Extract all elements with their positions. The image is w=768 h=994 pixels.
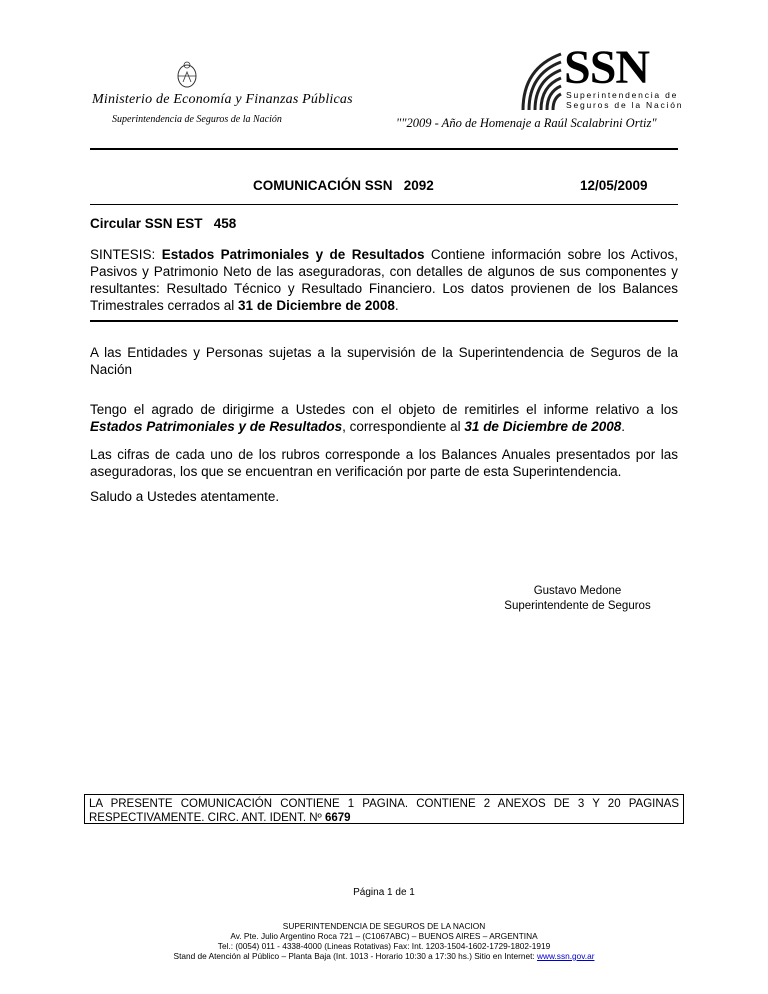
synthesis-subject: Estados Patrimoniales y de Resultados: [161, 247, 425, 262]
year-motto: ""2009 - Año de Homenaje a Raúl Scalabrini Ortiz": [396, 116, 657, 130]
body-subject: Estados Patrimoniales y de Resultados: [90, 419, 343, 434]
ministry-name: Ministerio de Economía y Finanzas Públicas: [92, 92, 353, 107]
footer-line-4: [0, 951, 768, 961]
addressee-paragraph: A las Entidades y Personas sujetas a la supervisión de la Superintendencia de Seguros de la Nación: [90, 345, 678, 377]
synthesis-label: SINTESIS:: [90, 247, 162, 262]
ssn-logo-subtitle-2: Seguros de la Nación: [566, 100, 684, 110]
body-text: .: [621, 419, 626, 434]
footer-line-4-text: Stand de Atención al Público – Planta Baja (Int. 1013 - Horario 10:30 a 17:30 hs.) Sitio en Internet:: [173, 951, 537, 961]
page-number: Página 1 de 1: [353, 887, 415, 898]
synthesis-paragraph: [90, 246, 678, 314]
ssn-logo-subtitle-1: Superintendencia de: [566, 90, 679, 100]
synthesis-text-1: Contiene información sobre los Activos, Pasivos y Patrimonio Neto de las aseguradoras, con detalles de algunos de sus componentes y resultantes: Resultado Técnico y Resultado Financiero. Los datos provienen de los Balances Trimestrales cerrados al: [90, 247, 678, 313]
footer-line-2: Av. Pte. Julio Argentino Roca 721 – (C1067ABC) – BUENOS AIRES – ARGENTINA: [230, 931, 538, 941]
body-date: 31 de Diciembre de 2008: [464, 419, 622, 434]
annex-notice-box: [84, 794, 684, 824]
footer-line-1: SUPERINTENDENCIA DE SEGUROS DE LA NACION: [282, 921, 486, 931]
synthesis-text-2: .: [394, 298, 399, 313]
body-paragraph-1: [90, 401, 678, 435]
ssn-logo-icon: [519, 48, 565, 112]
body-paragraph-3: Saludo a Ustedes atentamente.: [90, 489, 280, 504]
communication-date: 12/05/2009: [580, 178, 648, 193]
synthesis-date: 31 de Diciembre de 2008: [238, 298, 395, 313]
communication-title: COMUNICACIÓN SSN 2092: [253, 178, 434, 193]
superintendency-subtitle: Superintendencia de Seguros de la Nación: [112, 114, 282, 125]
signature-role: Superintendente de Seguros: [504, 600, 651, 612]
signature-name: Gustavo Medone: [533, 585, 622, 597]
header-divider: [90, 148, 678, 150]
ssn-logo-text: SSN: [564, 41, 650, 94]
body-paragraph-2: Las cifras de cada uno de los rubros corresponde a los Balances Anuales presentados por las aseguradoras, los que se encuentran en verificación por parte de esta Superintendencia.: [90, 447, 678, 479]
coat-of-arms-icon: [172, 60, 202, 90]
website-link[interactable]: www.ssn.gov.ar: [536, 951, 595, 961]
body-text: Tengo el agrado de dirigirme a Ustedes con el objeto de remitirles el informe relativo a los: [90, 402, 678, 417]
previous-ident-number: 6679: [324, 812, 351, 824]
synthesis-divider: [90, 320, 678, 322]
body-text: , correspondiente al: [342, 419, 465, 434]
annex-notice-text: LA PRESENTE COMUNICACIÓN CONTIENE 1 PAGINA. CONTIENE 2 ANEXOS DE 3 Y 20 PAGINAS RESPECTIVAMENTE. CIRC. ANT. IDENT. Nº: [89, 798, 679, 824]
footer-line-3: Tel.: (0054) 011 - 4338-4000 (Lineas Rotativas) Fax: Int. 1203-1504-1602-1729-1802-1919: [217, 941, 551, 951]
title-divider: [90, 204, 678, 205]
circular-number: Circular SSN EST 458: [90, 216, 237, 231]
